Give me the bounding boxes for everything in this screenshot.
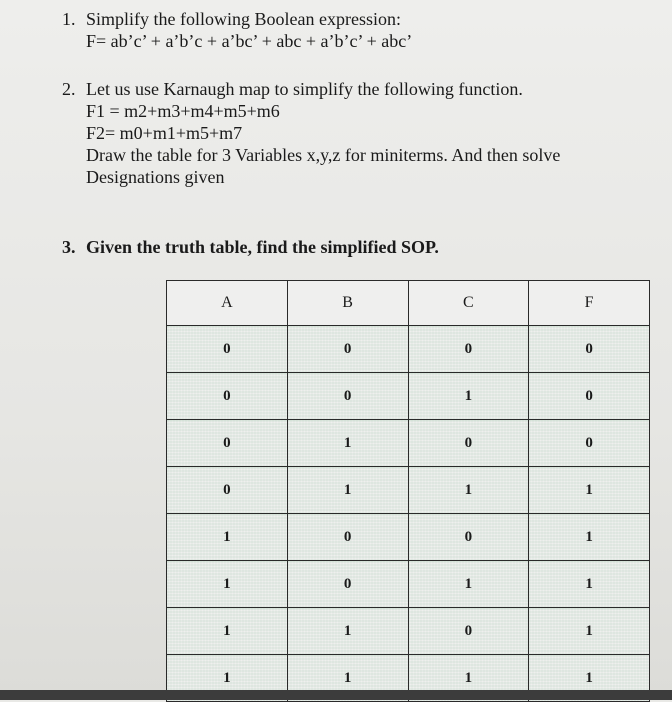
- cell-a: 1: [167, 655, 288, 702]
- cell-b: 0: [287, 514, 408, 561]
- cell-b: 1: [287, 420, 408, 467]
- question-1-heading: Simplify the following Boolean expression:: [86, 9, 401, 29]
- bottom-edge: [0, 690, 672, 700]
- cell-f: 1: [529, 514, 650, 561]
- cell-c: 0: [408, 514, 529, 561]
- question-2-line3: Draw the table for 3 Variables x,y,z for miniterms. And then solve: [86, 145, 561, 165]
- question-2-f1: F1 = m2+m3+m4+m5+m6: [86, 101, 280, 121]
- cell-c: 1: [408, 561, 529, 608]
- cell-b: 0: [287, 561, 408, 608]
- cell-b: 0: [287, 373, 408, 420]
- truth-table: [166, 280, 650, 702]
- cell-c: 1: [408, 373, 529, 420]
- cell-a: 0: [167, 326, 288, 373]
- cell-f: 1: [529, 655, 650, 702]
- cell-c: 1: [408, 655, 529, 702]
- table-row: [167, 467, 650, 514]
- question-1-expression: F= ab’c’ + a’b’c + a’bc’ + abc + a’b’c’ + abc’: [86, 31, 413, 51]
- question-1: [62, 8, 412, 52]
- header-f: F: [529, 281, 650, 326]
- cell-c: 0: [408, 420, 529, 467]
- cell-b: 1: [287, 608, 408, 655]
- question-3: [62, 236, 439, 258]
- cell-c: 1: [408, 467, 529, 514]
- table-row: [167, 514, 650, 561]
- cell-f: 1: [529, 467, 650, 514]
- cell-c: 0: [408, 608, 529, 655]
- table-row: [167, 608, 650, 655]
- truth-table-header-row: [167, 281, 650, 326]
- cell-a: 0: [167, 420, 288, 467]
- table-row: [167, 420, 650, 467]
- header-c: C: [408, 281, 529, 326]
- cell-f: 1: [529, 608, 650, 655]
- header-a: A: [167, 281, 288, 326]
- cell-a: 0: [167, 467, 288, 514]
- cell-f: 0: [529, 420, 650, 467]
- cell-b: 1: [287, 655, 408, 702]
- question-1-number: 1.: [62, 9, 76, 29]
- cell-b: 1: [287, 467, 408, 514]
- header-b: B: [287, 281, 408, 326]
- question-2-number: 2.: [62, 79, 76, 99]
- cell-b: 0: [287, 326, 408, 373]
- cell-a: 0: [167, 373, 288, 420]
- cell-f: 1: [529, 561, 650, 608]
- table-row: [167, 561, 650, 608]
- question-3-heading: Given the truth table, find the simplified SOP.: [86, 237, 439, 257]
- question-3-number: 3.: [62, 237, 76, 257]
- cell-a: 1: [167, 514, 288, 561]
- question-2-line4: Designations given: [86, 167, 225, 187]
- cell-a: 1: [167, 608, 288, 655]
- question-2: [62, 78, 560, 188]
- question-2-f2: F2= m0+m1+m5+m7: [86, 123, 243, 143]
- question-2-heading: Let us use Karnaugh map to simplify the following function.: [86, 79, 523, 99]
- cell-f: 0: [529, 373, 650, 420]
- cell-c: 0: [408, 326, 529, 373]
- table-row: [167, 373, 650, 420]
- cell-a: 1: [167, 561, 288, 608]
- cell-f: 0: [529, 326, 650, 373]
- table-row: [167, 326, 650, 373]
